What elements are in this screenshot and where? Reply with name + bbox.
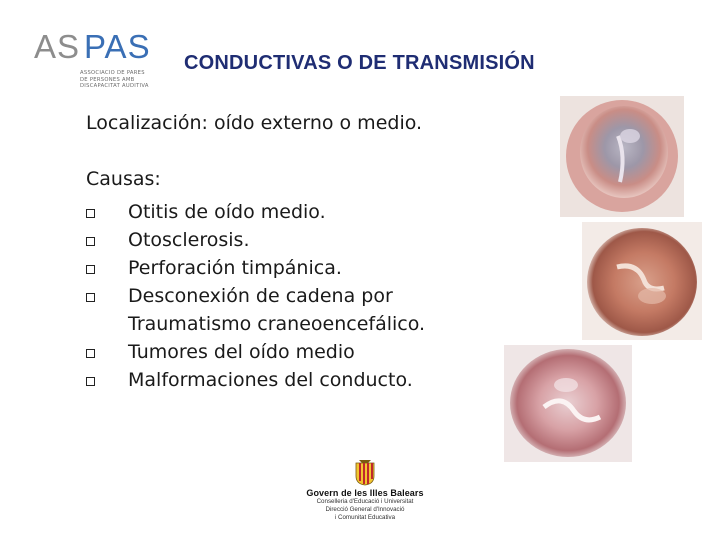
square-bullet-icon — [86, 237, 95, 246]
cause-text: Tumores del oído medio — [128, 341, 355, 363]
localization-text: Localización: oído externo o medio. — [86, 112, 423, 134]
govern-line-2: Direcció General d'Innovació — [325, 506, 405, 513]
cause-text: Otosclerosis. — [128, 229, 250, 251]
cause-item — [86, 338, 425, 366]
logo-subtitle: ASSOCIACIO DE PARES DE PERSONES AMB DISCAPACITAT AUDITIVA — [80, 70, 149, 90]
govern-line-1: Conselleria d'Educació i Universitat — [316, 498, 414, 505]
cause-item — [86, 282, 425, 310]
cause-item-continuation — [86, 310, 425, 338]
cause-item — [86, 254, 425, 282]
govern-line-3: i Comunitat Educativa — [334, 514, 396, 521]
slide-title: CONDUCTIVAS O DE TRANSMISIÓN — [184, 52, 535, 74]
logo-text-pas: PAS — [84, 28, 151, 65]
square-bullet-icon — [86, 349, 95, 358]
causes-heading: Causas: — [86, 168, 161, 190]
square-bullet-icon — [86, 293, 95, 302]
cause-item — [86, 226, 425, 254]
cause-text: Desconexión de cadena por — [128, 285, 393, 307]
coat-of-arms-icon — [354, 460, 376, 486]
square-bullet-icon — [86, 209, 95, 218]
aspas-logo — [34, 28, 174, 100]
otoscope-photo-eardrum-2 — [582, 222, 702, 340]
causes-list — [86, 198, 425, 394]
otoscope-photo-eardrum-3 — [504, 345, 632, 462]
otoscope-photo-eardrum-1 — [560, 96, 684, 217]
govern-name: Govern de les Illes Balears — [306, 488, 424, 498]
cause-text: Perforación timpánica. — [128, 257, 342, 279]
cause-text: Traumatismo craneoencefálico. — [128, 313, 426, 335]
cause-item — [86, 198, 425, 226]
govern-illes-balears-logo — [300, 460, 430, 540]
logo-text-as: AS — [34, 28, 81, 65]
square-bullet-icon — [86, 265, 95, 274]
cause-item — [86, 366, 425, 394]
square-bullet-icon — [86, 377, 95, 386]
cause-text: Malformaciones del conducto. — [128, 369, 413, 391]
cause-text: Otitis de oído medio. — [128, 201, 326, 223]
